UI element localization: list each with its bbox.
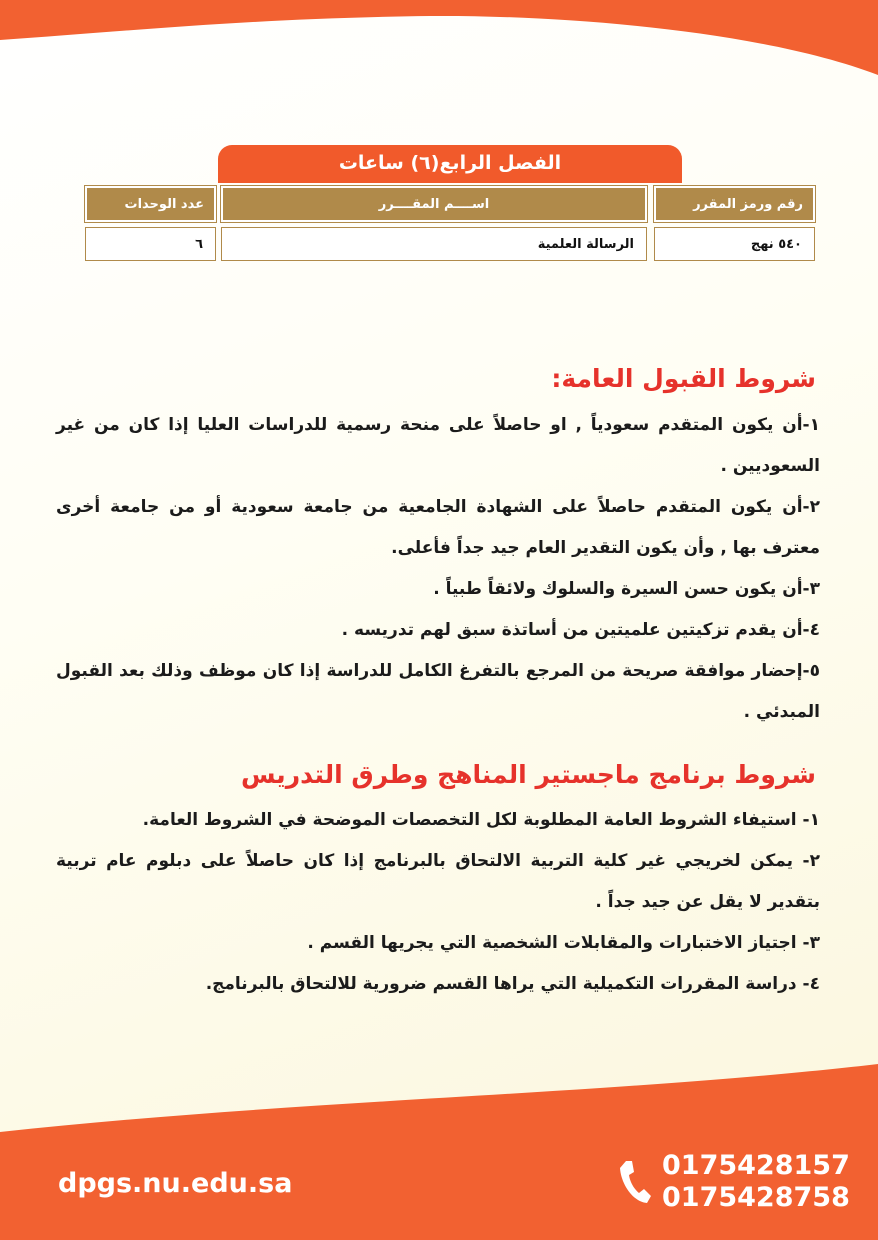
list-item: ٣- اجتياز الاختبارات والمقابلات الشخصية التي يجريها القسم . [307, 933, 820, 953]
list-item: ٢- يمكن لخريجي غير كلية التربية الالتحاق بالبرنامج إذا كان حاصلاً على دبلوم عام تربية بتقدير لا يقل عن جيد جداً . [56, 851, 820, 912]
program-conditions-list [56, 800, 820, 1005]
table-header-name: اســــم المقــــرر [221, 186, 647, 222]
list-item: ٣-أن يكون حسن السيرة والسلوك ولائقاً طبياً . [433, 579, 820, 599]
table-cell-code: ٥٤٠ نهج [654, 227, 815, 261]
list-item: ١- استيفاء الشروط العامة المطلوبة لكل التخصصات الموضحة في الشروط العامة. [142, 810, 820, 830]
table-cell-name: الرسالة العلمية [221, 227, 647, 261]
program-conditions-title: شروط برنامج ماجستير المناهج وطرق التدريس [240, 760, 816, 789]
list-item: ٥-إحضار موافقة صريحة من المرجع بالتفرغ الكامل للدراسة إذا كان موظف وذلك بعد القبول المبدئي . [56, 661, 820, 722]
phone-number-1[interactable]: 0175428157 [662, 1150, 850, 1181]
top-wave-decoration [0, 0, 878, 90]
general-conditions-title: شروط القبول العامة: [551, 364, 816, 393]
list-item: ٤-أن يقدم تزكيتين علميتين من أساتذة سبق لهم تدريسه . [341, 620, 820, 640]
website-link[interactable]: dpgs.nu.edu.sa [58, 1168, 293, 1199]
table-header-code: رقم ورمز المقرر [654, 186, 815, 222]
phone-number-2[interactable]: 0175428758 [662, 1182, 850, 1213]
phone-numbers [662, 1150, 850, 1214]
list-item: ١-أن يكون المتقدم سعودياً , او حاصلاً على منحة رسمية للدراسات العليا إذا كان من غير السعوديين . [56, 415, 820, 476]
phone-icon [617, 1158, 653, 1206]
list-item: ٤- دراسة المقررات التكميلية التي يراها القسم ضرورية للالتحاق بالبرنامج. [205, 974, 820, 994]
general-conditions-list [56, 405, 820, 733]
table-cell-units: ٦ [85, 227, 216, 261]
list-item: ٢-أن يكون المتقدم حاصلاً على الشهادة الجامعية من جامعة سعودية أو من جامعة أخرى معترف بها , وأن يكون التقدير العام جيد جداً فأعلى. [56, 497, 820, 558]
semester-title: الفصل الرابع(٦) ساعات [218, 145, 682, 183]
table-header-units: عدد الوحدات [85, 186, 216, 222]
